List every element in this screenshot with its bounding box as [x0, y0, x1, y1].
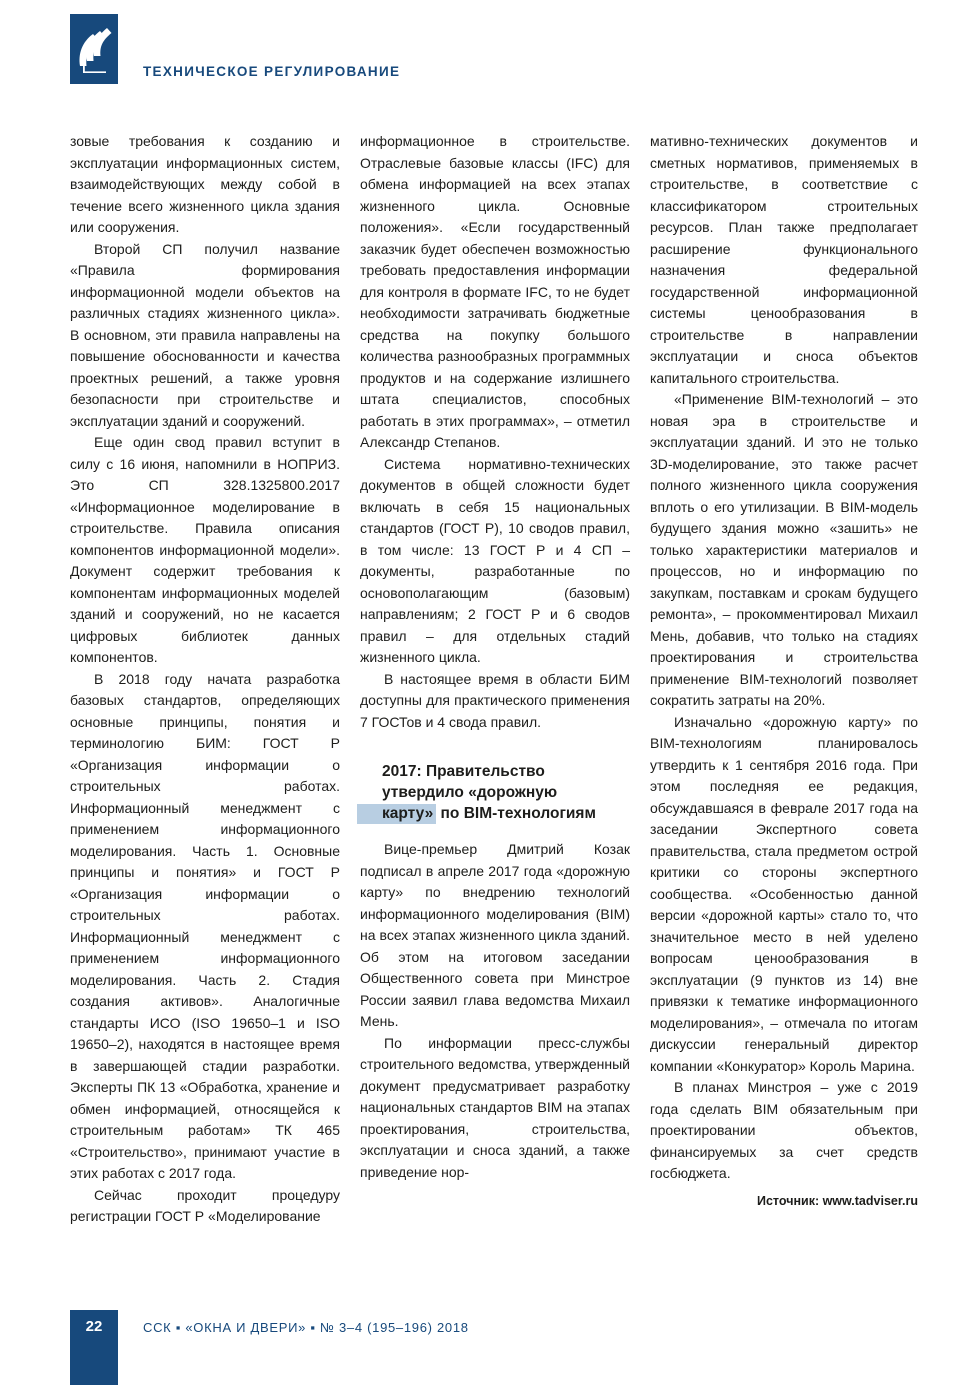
- body-paragraph: «Применение BIM-технологий – это новая эра в строительстве и эксплуатации зданий. И это не только 3D-моделирование, это также расчет полного жизненного цикла сооружения вплоть о его утилизации. В BIM-модель будущего здания можно «зашить» не только характеристики материалов и процессов, но и информацию по закупкам, поставкам и срокам будущего ремонта», – прокомментировал Михаил Мень, добавив, что только на стадиях проектирования и строительства применение BIM-технологий позволяет сократить затраты на 20%.: [650, 391, 918, 708]
- footer-page-number-block: [70, 1310, 118, 1385]
- article-subheading: 2017: Правительство утвердило «дорожную карту» по BIM-технологиям: [360, 761, 630, 824]
- source-credit: Источник: www.tadviser.ru: [756, 1193, 918, 1208]
- body-paragraph: Второй СП получил название «Правила формирования информационной модели объектов на различных стадиях жизненного цикла». В основном, эти правила направлены на повышение обоснованности и качества проектных решений, а также уровня безопасности при строительстве и эксплуатации зданий и сооружений.: [70, 240, 340, 429]
- text-column-3: [650, 131, 918, 1212]
- body-paragraph: По информации пресс-службы строительного ведомства, утвержденный документ предусматривает разработку национальных стандартов BIM на этапах проектирования, строительства, эксплуатации и сноса зданий, а также приведение нор-: [360, 1034, 630, 1180]
- body-paragraph: зовые требования к созданию и эксплуатации информационных систем, взаимодействующих между собой в течение всего жизненного цикла здания или сооружения.: [70, 133, 340, 235]
- body-paragraph: Изначально «дорожную карту» по BIM-технологиям планировалось утвердить к 1 сентября 2016 года. При этом последняя ее редакция, обсуждавшаяся в феврале 2017 года на заседании Экспертного совета правительства, стала предметом острой критики со стороны экспертного сообщества. «Особенностью данной версии «дорожной карты» стало то, что значительное место в ней уделено вопросам ценообразования в эксплуатации (9 пунктов из 14) вне привязки к тематике информационного моделирования», – отмечала по итогам дискуссии генеральный директор компании «Конкуратор» Король Марина.: [650, 713, 918, 1074]
- logo-swoosh-icon: [70, 14, 118, 84]
- body-paragraph: информационное в строительстве. Отраслевые базовые классы (IFC) для обмена информацией на всех этапах жизненного цикла. Основные положения». «Если государственный заказчик будет обеспечен возможностью требовать предоставления информации для контроля в формате IFC, то не будет необходимости затрачивать бюджетные средства на покупку большого количества разнообразных программных продуктов и на содержание излишнего штата специалистов, способных работать в этих программах», – отметил Александр Степанов.: [360, 133, 630, 450]
- text-column-2: [360, 131, 630, 1183]
- subheading-highlight: карту»: [357, 804, 436, 824]
- body-paragraph: мативно-технических документов и сметных нормативов, применяемых в строительстве, в соответствие с классификатором строительных ресурсов. План также предполагает расширение функционального назначения федеральной государственной информационной системы ценообразования в строительстве в направлении эксплуатации и сноса объектов капитального строительства.: [650, 133, 918, 386]
- text-column-1: [70, 131, 340, 1228]
- section-title: ТЕХНИЧЕСКОЕ РЕГУЛИРОВАНИЕ: [143, 64, 401, 79]
- body-paragraph: В настоящее время в области БИМ доступны для практического применения 7 ГОСТов и 4 свода правил.: [360, 670, 630, 730]
- publisher-logo: [70, 14, 118, 84]
- body-paragraph: В планах Минстроя – уже с 2019 года сделать BIM обязательным при проектировании объектов, финансируемых за счет средств госбюджета.: [650, 1079, 918, 1181]
- body-paragraph: Вице-премьер Дмитрий Козак подписал в апреле 2017 года «дорожную карту» по внедрению технологий информационного моделирования (BIM) на всех этапах жизненного цикла зданий. Об этом на итоговом заседании Общественного совета при Минстрое России заявил глава ведомства Михаил Мень.: [360, 841, 630, 1029]
- body-paragraph: Система нормативно-технических документов в общей сложности будет включать в себя 15 национальных стандартов (ГОСТ Р), 10 сводов правил, в том числе: 13 ГОСТ Р и 4 СП – документы, разработанные по основополагающим (базовым) направлениям; 2 ГОСТ Р и 6 сводов правил – для отдельных стадий жизненного цикла.: [360, 455, 630, 665]
- body-paragraph: В 2018 году начата разработка базовых стандартов, определяющих основные принципы, понятия и терминологию БИМ: ГОСТ Р «Организация информации о строительных работах. Информационный менеджмент с применением информационного моделирования. Часть 1. Основные принципы и понятия» и ГОСТ Р «Организация информации о строительных работах. Информационный менеджмент с применением информационного моделирования. Часть 2. Стадия создания активов». Аналогичные стандарты ИСО (ISO 19650–1 и ISO 19650–2), находятся в настоящее время в завершающей стадии разработки. Эксперты ПК 13 «Обработка, хранение и обмен информацией, относящейся к строительным работам» ТК 465 «Строительство», принимают участие в этих работах с 2017 года.: [70, 670, 340, 1181]
- page-number: 22: [85, 1318, 103, 1335]
- footer-issue-line: ССК ▪ «ОКНА И ДВЕРИ» ▪ № 3–4 (195–196) 2018: [143, 1320, 469, 1335]
- body-paragraph: Еще один свод правил вступит в силу с 16 июня, напомнили в НОПРИЗ. Это СП 328.1325800.2017 «Информационное моделирование в строительстве. Правила описания компонентов информационной модели». Документ содержит требования к компонентам информационных моделей зданий и сооружений, но не касается цифровых библиотек данных компонентов.: [70, 434, 340, 665]
- body-paragraph: Сейчас проходит процедуру регистрации ГОСТ Р «Моделирование: [70, 1186, 340, 1224]
